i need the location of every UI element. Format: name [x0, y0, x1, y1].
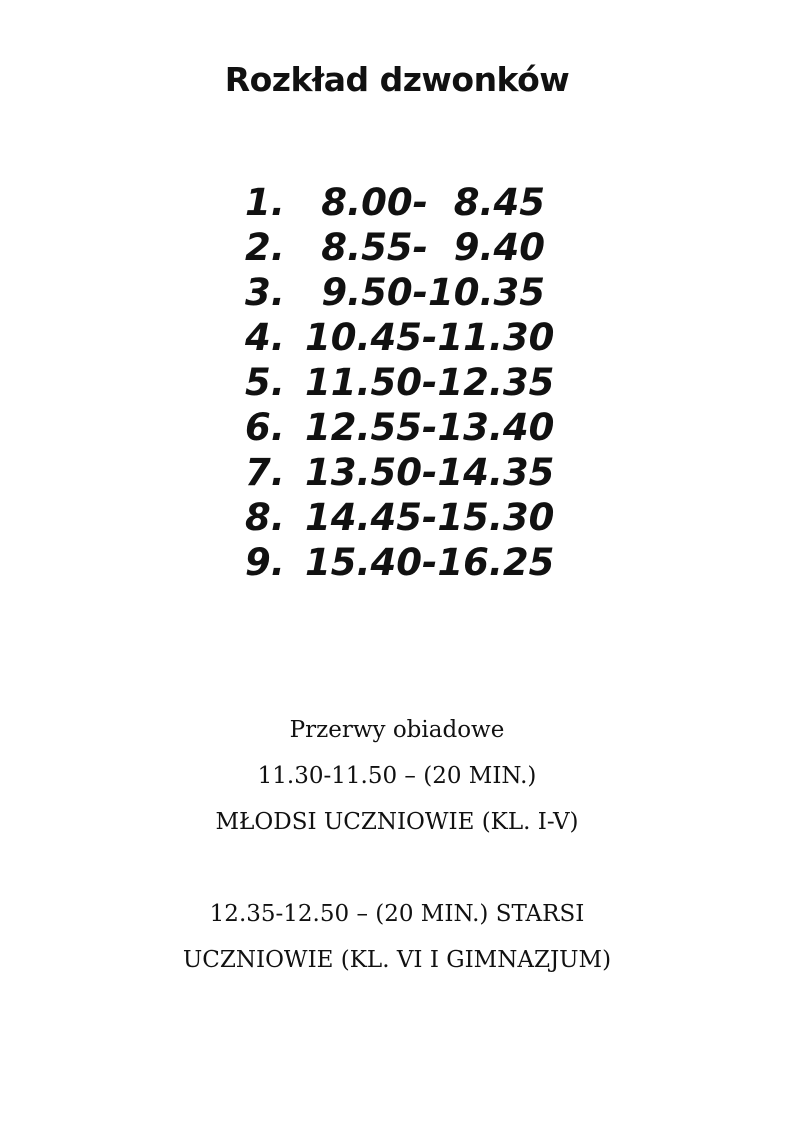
lesson-number: 8.: [245, 496, 285, 539]
lesson-time: 8.55- 9.40: [321, 226, 545, 269]
section-spacer: [0, 845, 794, 891]
lunch-breaks-section: [0, 707, 794, 983]
lunch-break-older-time: 12.35-12.50 – (20 MIN.) STARSI: [209, 901, 585, 927]
schedule-row: [0, 405, 794, 450]
schedule-row: [0, 225, 794, 270]
schedule-row: [0, 315, 794, 360]
lunch-break-younger-time: 11.30-11.50 – (20 MIN.): [257, 763, 537, 789]
schedule-row: [0, 270, 794, 315]
schedule-row: [0, 540, 794, 585]
lesson-number: 2.: [245, 226, 285, 269]
lesson-number: 1.: [245, 181, 285, 224]
lesson-number: 6.: [245, 406, 285, 449]
lesson-time: 13.50-14.35: [305, 451, 555, 494]
bell-schedule-list: [0, 180, 794, 585]
lesson-time: 15.40-16.25: [305, 541, 555, 584]
schedule-row: [0, 450, 794, 495]
lesson-number: 4.: [245, 316, 285, 359]
lesson-time: 11.50-12.35: [305, 361, 555, 404]
lunch-break-younger-group: MŁODSI UCZNIOWIE (KL. I-V): [215, 809, 579, 835]
lesson-number: 7.: [245, 451, 285, 494]
lesson-time: 9.50-10.35: [321, 271, 545, 314]
lesson-time: 8.00- 8.45: [321, 181, 545, 224]
lesson-time: 12.55-13.40: [305, 406, 555, 449]
lunch-break-older-group: UCZNIOWIE (KL. VI I GIMNAZJUM): [182, 947, 612, 973]
lesson-number: 5.: [245, 361, 285, 404]
lunch-breaks-heading: Przerwy obiadowe: [289, 717, 505, 743]
lesson-time: 14.45-15.30: [305, 496, 555, 539]
lesson-time: 10.45-11.30: [305, 316, 555, 359]
schedule-row: [0, 180, 794, 225]
lesson-number: 9.: [245, 541, 285, 584]
lesson-number: 3.: [245, 271, 285, 314]
schedule-row: [0, 495, 794, 540]
schedule-row: [0, 360, 794, 405]
page-title: Rozkład dzwonków: [224, 60, 570, 99]
